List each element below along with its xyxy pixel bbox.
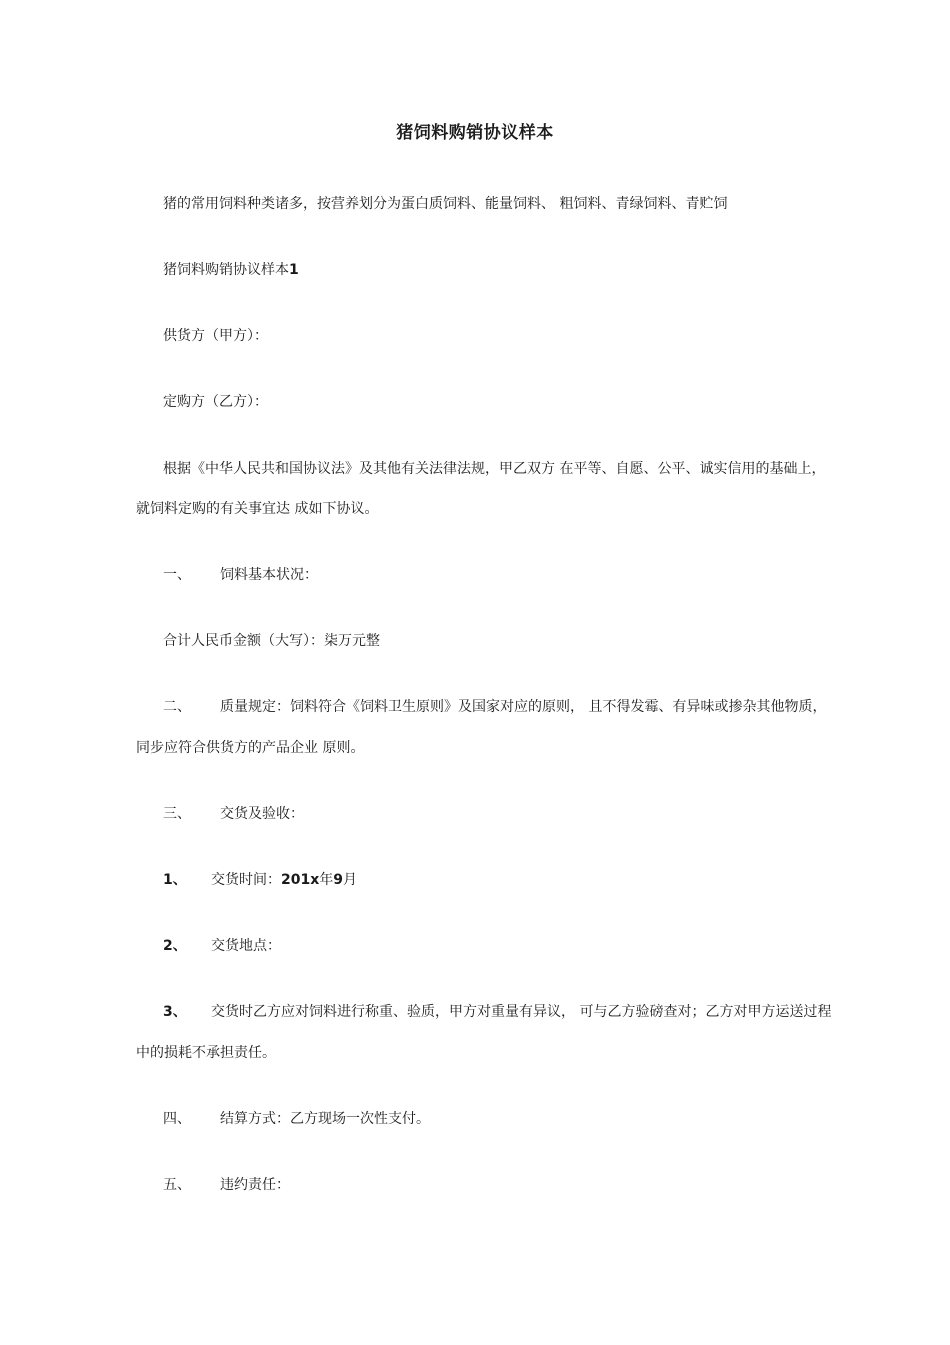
item-2-number: 2、: [163, 938, 187, 954]
item-1: [163, 870, 357, 890]
section-1-text: 饲料基本状况：: [220, 567, 318, 583]
section-3-number: 三、: [163, 806, 191, 822]
item-2: [163, 936, 281, 956]
section-4-text: 结算方式：乙方现场一次性支付。: [220, 1111, 430, 1127]
item-3-text: 交货时乙方应对饲料进行称重、验质，甲方对重量有异议， 可与乙方验磅查对；乙方对甲方运送过程: [211, 1004, 832, 1020]
basis-paragraph-line1: 根据《中华人民共和国协议法》及其他有关法律法规，甲乙双方 在平等、自愿、公平、诚实信用的基础上，: [163, 461, 826, 477]
basis-paragraph-line2: 就饲料定购的有关事宜达 成如下协议。: [136, 501, 379, 517]
item-2-text: 交货地点：: [211, 938, 281, 954]
sample-heading: [163, 260, 299, 280]
item-3-line2: 中的损耗不承担责任。: [136, 1045, 276, 1061]
buyer-line: 定购方（乙方）：: [163, 394, 268, 410]
supplier-line: 供货方（甲方）：: [163, 328, 268, 344]
section-4-number: 四、: [163, 1111, 191, 1127]
section-2-line1: [163, 697, 826, 717]
section-1: [163, 565, 318, 585]
section-3-text: 交货及验收：: [220, 806, 304, 822]
section-2-line2: 同步应符合供货方的产品企业 原则。: [136, 740, 365, 756]
section-5-text: 违约责任：: [220, 1177, 290, 1193]
sample-heading-number: 1: [289, 262, 299, 278]
item-1-label: 交货时间：: [211, 872, 281, 888]
item-1-year: 201x: [281, 872, 320, 888]
section-5: [163, 1175, 290, 1195]
intro-paragraph: 猪的常用饲料种类诸多，按营养划分为蛋白质饲料、能量饲料、 粗饲料、青绿饲料、青贮饲: [163, 196, 728, 212]
total-amount-line: 合计人民币金额（大写）：柒万元整: [163, 633, 380, 649]
document-title: 猪饲料购销协议样本: [396, 123, 554, 143]
section-2-number: 二、: [163, 699, 191, 715]
item-3-line1: [163, 1002, 831, 1022]
item-1-nian: 年: [319, 872, 334, 888]
item-1-yue: 月: [343, 872, 358, 888]
section-5-number: 五、: [163, 1177, 191, 1193]
section-2-text: 质量规定：饲料符合《饲料卫生原则》及国家对应的原则， 且不得发霉、有异味或掺杂其他物质，: [220, 699, 827, 715]
item-1-number: 1、: [163, 872, 187, 888]
sample-heading-text: 猪饲料购销协议样本: [163, 262, 289, 278]
section-3: [163, 804, 304, 824]
item-3-number: 3、: [163, 1004, 187, 1020]
section-1-number: 一、: [163, 567, 191, 583]
item-1-month: 9: [333, 872, 344, 888]
section-4: [163, 1109, 430, 1129]
